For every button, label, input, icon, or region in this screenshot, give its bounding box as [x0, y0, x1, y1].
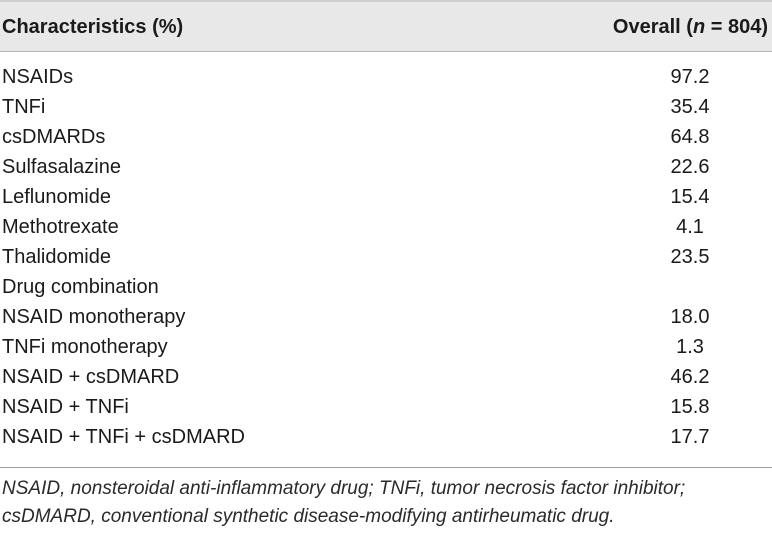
row-value: 15.8 — [670, 396, 710, 418]
table-row — [0, 302, 772, 332]
table-row — [0, 362, 772, 392]
row-label: TNFi — [2, 96, 46, 118]
header-overall-suffix: = 804) — [705, 16, 768, 38]
table-row — [0, 212, 772, 242]
row-label: NSAID + TNFi — [2, 396, 129, 418]
row-value: 4.1 — [676, 216, 704, 238]
header-overall-prefix: Overall ( — [612, 16, 693, 38]
row-value: 23.5 — [670, 246, 710, 268]
table-row — [0, 92, 772, 122]
row-value: 15.4 — [670, 186, 710, 208]
row-label: Methotrexate — [2, 216, 119, 238]
row-label: Leflunomide — [2, 186, 111, 208]
row-label: NSAID monotherapy — [2, 306, 186, 328]
table-row — [0, 182, 772, 212]
table-row — [0, 62, 772, 92]
row-value: 46.2 — [670, 366, 710, 388]
row-label: NSAID + csDMARD — [2, 366, 180, 388]
footnote-line-1: NSAID, nonsteroidal anti-inflammatory drug; TNFi, tumor necrosis factor inhibitor; — [2, 478, 686, 499]
header-overall — [613, 15, 768, 39]
table-header — [0, 0, 772, 52]
row-value: 1.3 — [676, 336, 704, 358]
row-label: Thalidomide — [2, 246, 111, 268]
table-body — [0, 62, 772, 452]
table-row — [0, 422, 772, 452]
table-footnote — [2, 475, 770, 531]
header-overall-n: n — [692, 16, 706, 38]
header-characteristics: Characteristics (%) — [2, 16, 184, 38]
table-row — [0, 152, 772, 182]
row-label: NSAIDs — [2, 66, 74, 88]
row-value: 35.4 — [670, 96, 710, 118]
section-label: Drug combination — [2, 276, 159, 298]
row-value: 64.8 — [670, 126, 710, 148]
row-label: TNFi monotherapy — [2, 336, 168, 358]
table-row — [0, 332, 772, 362]
row-value: 22.6 — [670, 156, 710, 178]
footer-divider — [0, 467, 772, 468]
row-label: Sulfasalazine — [2, 156, 121, 178]
row-value: 17.7 — [670, 426, 710, 448]
row-label: csDMARDs — [2, 126, 106, 148]
row-label: NSAID + TNFi + csDMARD — [2, 426, 245, 448]
table-row — [0, 122, 772, 152]
table-row-section — [0, 272, 772, 302]
table-row — [0, 242, 772, 272]
table-row — [0, 392, 772, 422]
row-value: 97.2 — [670, 66, 710, 88]
row-value: 18.0 — [670, 306, 710, 328]
footnote-line-2: csDMARD, conventional synthetic disease-modifying antirheumatic drug. — [2, 506, 615, 527]
